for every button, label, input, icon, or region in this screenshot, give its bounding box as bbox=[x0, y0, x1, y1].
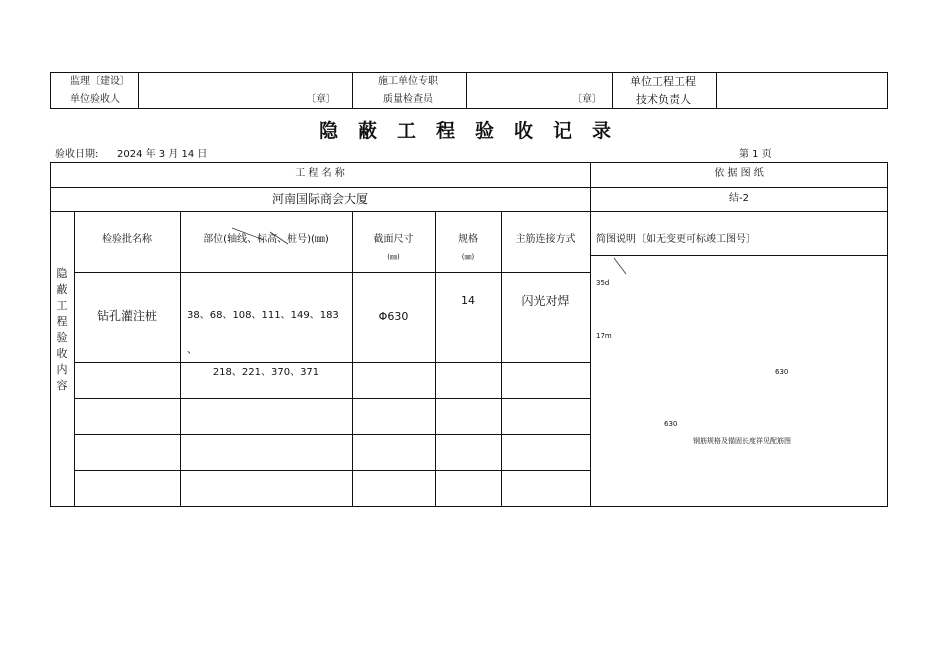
pen-stroke bbox=[230, 226, 290, 246]
row-rule bbox=[74, 434, 590, 435]
section-side-label: 隐蔽工程验收内容 bbox=[56, 267, 68, 392]
tech-label-1: 单位工程工程 bbox=[630, 75, 696, 88]
sketch-diameter-note: 630 bbox=[775, 368, 789, 376]
sign-divider bbox=[466, 72, 467, 109]
sign-divider bbox=[612, 72, 613, 109]
header-sketch: 简图说明〔如无变更可标竣工图号〕 bbox=[596, 234, 756, 245]
location-cell-continued: 、 bbox=[187, 345, 197, 356]
sketch-diameter-note: 630 bbox=[664, 420, 678, 428]
pen-stroke bbox=[612, 256, 632, 276]
sketch-caption: 钢筋规格及锚固长度祥见配筋图 bbox=[693, 437, 791, 445]
stamp-placeholder: 〔章〕 bbox=[306, 94, 336, 105]
sign-divider bbox=[352, 72, 353, 109]
connection-cell: 闪光对焊 bbox=[521, 294, 570, 308]
contractor-label-1: 施工单位专职 bbox=[378, 76, 438, 87]
sketch-anchor-note: 35d bbox=[596, 279, 610, 287]
header-location: 部位(轴线、标高、桩号)(㎜) bbox=[203, 234, 329, 245]
date-value: 2024 年 3 月 14 日 bbox=[117, 149, 208, 160]
row-rule bbox=[74, 398, 590, 399]
header-spec-unit: (㎜) bbox=[461, 253, 475, 261]
drawing-value: 结-2 bbox=[729, 193, 749, 204]
project-name-header: 工 程 名 称 bbox=[295, 168, 345, 179]
row-rule bbox=[590, 255, 888, 256]
header-connection: 主筋连接方式 bbox=[515, 234, 576, 245]
record-table bbox=[50, 162, 888, 507]
tech-label-2: 技术负责人 bbox=[636, 93, 691, 106]
signature-bar bbox=[50, 72, 888, 109]
contractor-label-2: 质量检查员 bbox=[383, 94, 433, 105]
header-batch-name: 检验批名称 bbox=[102, 234, 152, 245]
sign-divider bbox=[716, 72, 717, 109]
project-name-value: 河南国际商会大厦 bbox=[271, 192, 368, 206]
page-number: 第 1 页 bbox=[739, 149, 772, 160]
row-rule bbox=[50, 211, 888, 212]
header-section-size: 截面尺寸 bbox=[373, 234, 414, 245]
header-section-unit: (㎜) bbox=[387, 253, 400, 261]
row-rule bbox=[74, 470, 590, 471]
batch-name-cell: 钻孔灌注桩 bbox=[96, 309, 157, 323]
location-cell: 38、68、108、111、149、183 bbox=[187, 310, 339, 321]
date-label: 验收日期: bbox=[55, 149, 99, 160]
spec-cell: 14 bbox=[461, 294, 475, 307]
stamp-placeholder: 〔章〕 bbox=[572, 94, 602, 105]
row-rule bbox=[74, 362, 590, 363]
header-spec: 规格 bbox=[458, 234, 478, 245]
sketch-length-note: 17m bbox=[596, 332, 612, 340]
col-rule bbox=[74, 211, 75, 507]
section-size-cell: Φ630 bbox=[378, 310, 409, 323]
location-cell: 218、221、370、371 bbox=[212, 367, 320, 378]
col-rule bbox=[501, 211, 502, 507]
row-rule bbox=[74, 272, 590, 273]
drawing-header: 依 据 图 纸 bbox=[714, 168, 764, 179]
sign-divider bbox=[138, 72, 139, 109]
supervisor-label-1: 监理〔建设〕 bbox=[70, 76, 130, 87]
row-rule bbox=[50, 187, 888, 188]
col-rule bbox=[590, 162, 591, 507]
page-title: 隐蔽工程验收记录 bbox=[318, 120, 631, 142]
supervisor-label-2: 单位验收人 bbox=[70, 94, 120, 105]
col-rule bbox=[180, 211, 181, 507]
